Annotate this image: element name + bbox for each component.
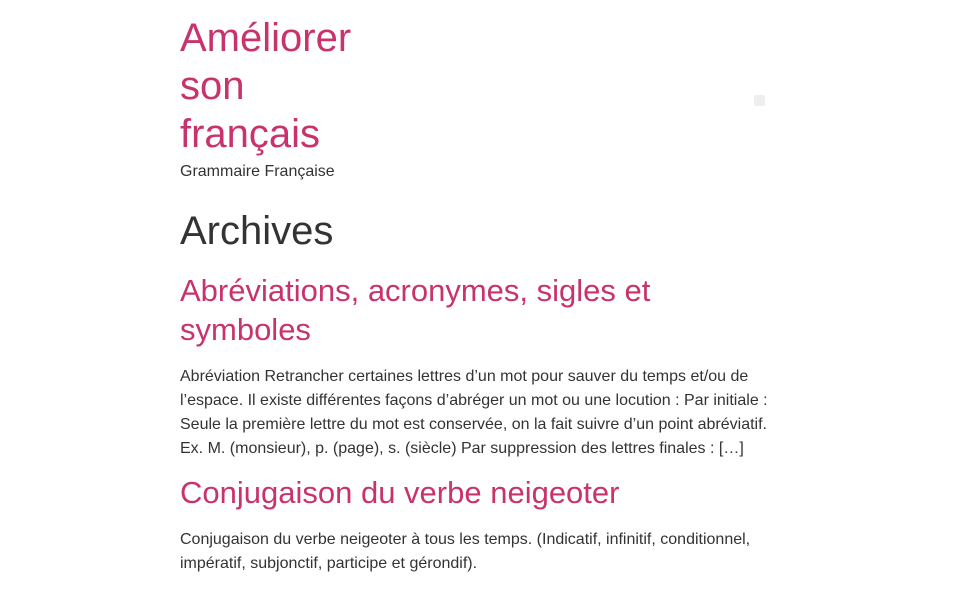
post-item bbox=[180, 473, 780, 576]
site-title[interactable]: Améliorer son français bbox=[180, 16, 352, 156]
post-excerpt: Abréviation Retrancher certaines lettres d’un mot pour sauver du temps et/ou de l’espace. Il existe différentes façons d’abréger un mot ou une locution : Par initiale : Seule la première lettre du mot est conservée, on la fait suivre d’un point abréviatif. Ex. M. (monsieur), p. (page), s. (siècle) Par suppression des lettres finales : […] bbox=[180, 368, 768, 457]
site-tagline: Grammaire Française bbox=[180, 163, 335, 180]
post-excerpt: Conjugaison du verbe neigeoter à tous les temps. (Indicatif, infinitif, conditionnel, impératif, subjonctif, participe et gérondif). bbox=[180, 531, 751, 572]
post-list bbox=[180, 271, 780, 588]
post-title-link[interactable]: Abréviations, acronymes, sigles et symboles bbox=[180, 273, 651, 347]
post-title-link[interactable]: Conjugaison du verbe neigeoter bbox=[180, 475, 620, 510]
page-title: Archives bbox=[180, 209, 334, 253]
menu-toggle-icon[interactable] bbox=[754, 95, 765, 106]
post-item bbox=[180, 271, 780, 461]
site-header bbox=[180, 14, 780, 189]
